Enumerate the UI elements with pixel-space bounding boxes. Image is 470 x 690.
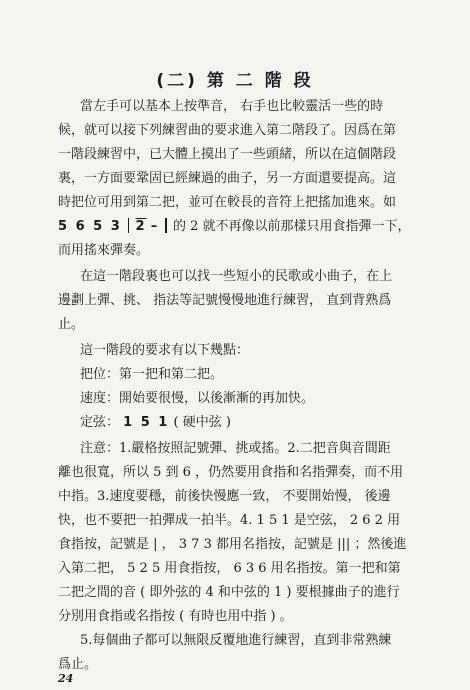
notation-notes-a: 5 6 5 3 <box>58 219 122 234</box>
notation-line <box>58 218 438 236</box>
requirement-speed: 速度：開始要很慢，以後漸漸的再加快。 <box>80 391 315 406</box>
barline <box>128 218 130 233</box>
para1-line-4: 裏，一方面要鞏固已經練過的曲子，另一方面還要提高。這 <box>58 171 397 186</box>
barline <box>165 218 167 233</box>
para1-line-5: 時把位可用到第二把，並可在較長的音符上把搖加進來。如 <box>58 195 397 210</box>
tuning-label: 定弦： <box>80 415 120 430</box>
requirements-intro: 這一階段的要求有以下幾點： <box>80 343 250 358</box>
notes-line-3: 中指。3.速度要穩，前後快慢應一致， 不要開始慢， 後邊 <box>58 489 391 504</box>
tuning-note: ( 硬中弦 ) <box>173 415 231 430</box>
notation-dash: – <box>150 219 160 234</box>
requirement-position: 把位：第一把和第二把。 <box>80 367 224 382</box>
para1-line-3: 一階段練習中，已大體上摸出了一些頭緒，所以在這個階段 <box>58 147 397 162</box>
para1-line-1: 當左手可以基本上按準音， 右手也比較靈活一些的時 <box>80 99 384 114</box>
section-title: (二) 第 二 階 段 <box>156 71 314 91</box>
page-number: 24 <box>58 672 74 685</box>
para2-line-2: 邊劃上彈、挑、 指法等記號慢慢地進行練習， 直到背熟爲 <box>58 293 392 308</box>
tuning-notes: 1 5 1 <box>123 415 170 430</box>
notation-note-b: 2 <box>135 219 147 234</box>
para2-line-1: 在這一階段裏也可以找一些短小的民歌或小曲子，在上 <box>80 269 393 284</box>
notes-line-8: 分別用食指或名指按 ( 有時也用中指 ) 。 <box>58 609 293 624</box>
notation-text: 的 2 就不再像以前那樣只用食指彈一下， <box>173 219 411 234</box>
para1-line-2: 候，就可以接下列練習曲的要求進入第二階段了。因爲在第 <box>58 123 397 138</box>
requirement-tuning <box>80 414 438 432</box>
para2-line-3: 止。 <box>58 317 85 332</box>
notes-line-2: 離也很寬，所以 5 到 6 ，仍然要用食指和名指彈奏，而不用 <box>58 465 404 480</box>
para1-end: 而用搖來彈奏。 <box>58 243 150 258</box>
notes-line-5: 食指按，記號是 | ， 3 7 3 都用名指按，記號是 ||| ；然後進 <box>58 537 407 552</box>
notes-line-6: 入第二把， 5 2 5 用食指按， 6 3 6 用名指按。第一把和第 <box>58 561 401 576</box>
notes-line-7: 二把之間的音 ( 即外弦的 4 和中弦的 1 ) 要根據曲子的進行 <box>58 585 400 600</box>
point5-line-2: 爲止。 <box>58 657 98 672</box>
point5-line-1: 5.每個曲子都可以無限反覆地進行練習，直到非常熟練 <box>80 633 392 648</box>
notes-line-1: 注意：1.嚴格按照記號彈、挑或搖。2.二把音與音間距 <box>80 441 391 456</box>
notes-line-4: 快，也不要把一拍彈成一拍半。4. 1 5 1 是空弦， 2 6 2 用 <box>58 513 401 528</box>
